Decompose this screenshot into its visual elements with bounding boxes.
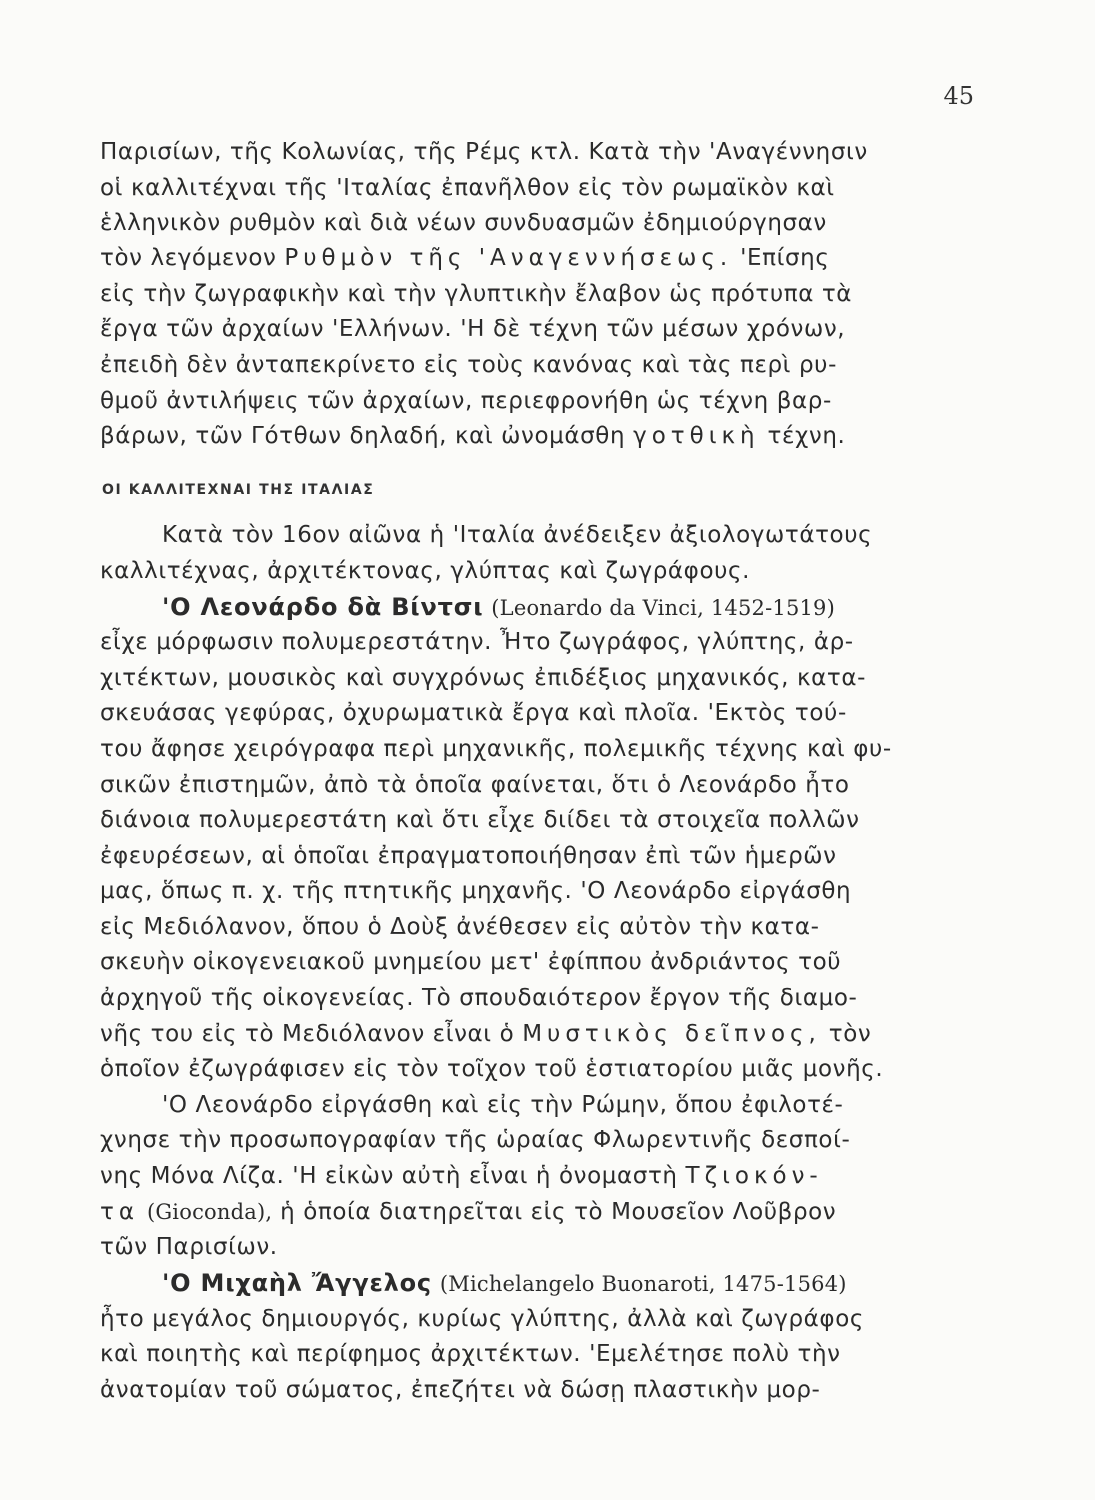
text-line: 'Ο Λεονάρδο εἰργάσθη καὶ εἰς τὴν Ρώμην, ὅπου ἐφιλοτέ- <box>162 1092 844 1118</box>
spaced-term: Μυστικὸς δεῖπνος, <box>522 1021 821 1047</box>
text-span: τέχνη. <box>767 423 846 449</box>
text-line: καὶ ποιητὴς καὶ περίφημος ἀρχιτέκτων. 'Εμελέτησε πολὺ τὴν <box>100 1341 841 1367</box>
page-number: 45 <box>943 82 974 110</box>
text-line: χνησε τὴν προσωπογραφίαν τῆς ὡραίας Φλωρεντινῆς δεσποί- <box>100 1127 851 1153</box>
text-span: 'Επίσης <box>740 245 830 271</box>
text-span: τὸν <box>828 1021 872 1047</box>
spaced-term: Τζιοκόν- <box>685 1163 823 1189</box>
text-line: εἶχε μόρφωσιν πολυμερεστάτην. Ἦτο ζωγράφος, γλύπτης, ἀρ- <box>100 629 854 655</box>
text-line: εἰς τὴν ζωγραφικὴν καὶ τὴν γλυπτικὴν ἔλαβον ὡς πρότυπα τὰ <box>100 281 853 307</box>
text-line: εἰς Μεδιόλανον, ὅπου ὁ Δοὺξ ἀνέθεσεν εἰς αὐτὸν τὴν κατα- <box>100 914 820 940</box>
text-line <box>162 590 968 624</box>
spaced-term: τα <box>100 1199 140 1225</box>
text-line <box>100 1159 968 1193</box>
michelangelo-name: 'Ο Μιχαὴλ Ἄγγελος <box>162 1269 432 1297</box>
text-line: ἐφευρέσεων, αἱ ὁποῖαι ἐπραγματοποιήθησαν ἐπὶ τῶν ἡμερῶν <box>100 843 837 869</box>
text-line: καλλιτέχνας, ἀρχιτέκτονας, γλύπτας καὶ ζωγράφους. <box>100 558 751 584</box>
text-line: χιτέκτων, μουσικὸς καὶ συγχρόνως ἐπιδέξιος μηχανικός, κατα- <box>100 665 866 691</box>
section-heading: ΟΙ ΚΑΛΛΙΤΕΧΝΑΙ ΤΗΣ ΙΤΑΛΙΑΣ <box>102 482 375 498</box>
leonardo-latin: (Leonardo da Vinci, 1452-1519) <box>491 596 836 620</box>
text-line: ἦτο μεγάλος δημιουργός, κυρίως γλύπτης, ἀλλὰ καὶ ζωγράφος <box>100 1306 864 1332</box>
text-line: ἀνατομίαν τοῦ σώματος, ἐπεζήτει νὰ δώσῃ πλαστικὴν μορ- <box>100 1377 821 1403</box>
text-span: βάρων, τῶν Γότθων δηλαδή, καὶ ὠνομάσθη <box>100 423 626 449</box>
text-line: τῶν Παρισίων. <box>100 1234 278 1260</box>
latin-term: (Gioconda), <box>146 1200 273 1224</box>
text-line: ἑλληνικὸν ρυθμὸν καὶ διὰ νέων συνδυασμῶν ἐδημιούργησαν <box>100 210 827 236</box>
text-line <box>162 1266 968 1300</box>
text-line: του ἄφησε χειρόγραφα περὶ μηχανικῆς, πολεμικῆς τέχνης καὶ φυ- <box>100 736 892 762</box>
text-line: ὁποῖον ἐζωγράφισεν εἰς τὸν τοῖχον τοῦ ἑστιατορίου μιᾶς μονῆς. <box>100 1056 884 1082</box>
text-line: ἐπειδὴ δὲν ἀνταπεκρίνετο εἰς τοὺς κανόνας καὶ τὰς περὶ ρυ- <box>100 352 837 378</box>
text-line: θμοῦ ἀντιλήψεις τῶν ἀρχαίων, περιεφρονήθη ὡς τέχνη βαρ- <box>100 388 832 414</box>
text-span: ἡ ὁποία διατηρεῖται εἰς τὸ Μουσεῖον Λοῦβρον <box>280 1199 837 1225</box>
text-line <box>100 419 968 453</box>
text-line: σικῶν ἐπιστημῶν, ἀπὸ τὰ ὁποῖα φαίνεται, ὅτι ὁ Λεονάρδο ἦτο <box>100 772 850 798</box>
text-span: νης Μόνα Λίζα. 'Η εἰκὼν αὐτὴ εἶναι ἡ ὀνομαστὴ <box>100 1163 678 1189</box>
text-line: Κατὰ τὸν 16ον αἰῶνα ἡ 'Ιταλία ἀνέδειξεν ἀξιολογωτάτους <box>162 522 873 548</box>
text-span: τὸν λεγόμενον <box>100 245 277 271</box>
text-line: διάνοια πολυμερεστάτη καὶ ὅτι εἶχε διίδει τὰ στοιχεῖα πολλῶν <box>100 807 860 833</box>
leonardo-name: 'Ο Λεονάρδο δὰ Βίντσι <box>162 593 484 621</box>
text-line: σκευάσας γεφύρας, ὀχυρωματικὰ ἔργα καὶ πλοῖα. 'Εκτὸς τού- <box>100 700 847 726</box>
text-line: μας, ὅπως π. χ. τῆς πτητικῆς μηχανῆς. 'Ο Λεονάρδο εἰργάσθη <box>100 878 852 904</box>
spaced-term: Ρυθμὸν τῆς 'Αναγεννήσεως. <box>284 245 733 271</box>
michelangelo-latin: (Michelangelo Buonaroti, 1475-1564) <box>439 1272 847 1296</box>
text-line: ἔργα τῶν ἀρχαίων 'Ελλήνων. 'Η δὲ τέχνη τῶν μέσων χρόνων, <box>100 316 846 342</box>
text-span: νῆς του εἰς τὸ Μεδιόλανον εἶναι ὁ <box>100 1021 515 1047</box>
text-line <box>100 1017 968 1051</box>
text-line: ἀρχηγοῦ τῆς οἰκογενείας. Τὸ σπουδαιότερον ἔργον τῆς διαμο- <box>100 985 858 1011</box>
text-line: Παρισίων, τῆς Κολωνίας, τῆς Ρέμς κτλ. Κατὰ τὴν 'Αναγέννησιν <box>100 139 868 165</box>
text-line: οἱ καλλιτέχναι τῆς 'Ιταλίας ἐπανῆλθον εἰς τὸν ρωμαϊκὸν καὶ <box>100 175 835 201</box>
text-line: σκευὴν οἰκογενειακοῦ μνημείου μετ' ἐφίππου ἀνδριάντος τοῦ <box>100 949 842 975</box>
text-line <box>100 241 968 275</box>
spaced-term: γοτθικὴ <box>633 423 760 449</box>
text-line <box>100 1195 968 1229</box>
